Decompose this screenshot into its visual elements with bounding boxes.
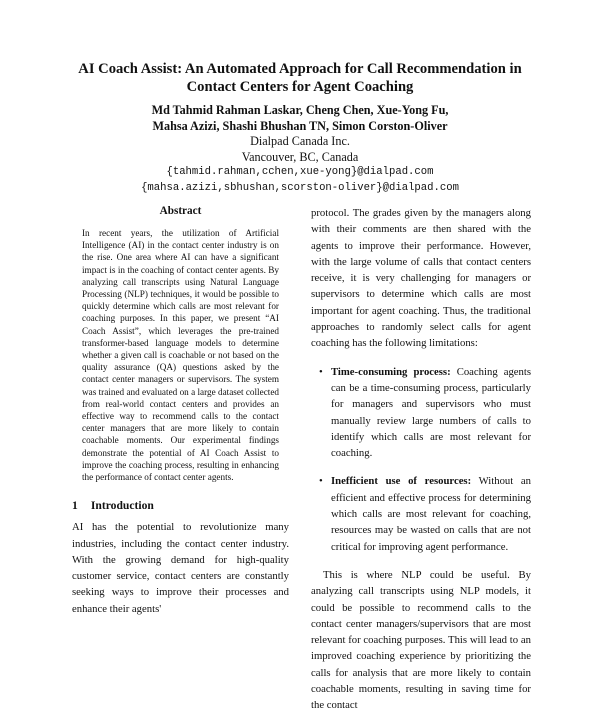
right-paragraph-1: protocol. The grades given by the managers along with their comments are then shared with the agents to improve their performance. However, with the large volume of calls that contact centers receive, it is very challenging for managers or supervisors to determine which calls are most important for agent coaching. Thus, the traditional approaches to randomly select calls for agent coaching has the following limitations: [311, 207, 531, 350]
section-heading-introduction [72, 499, 289, 512]
location: Vancouver, BC, Canada [241, 149, 359, 164]
list-item [311, 473, 531, 554]
list-item [311, 364, 531, 462]
limitation-text: Without an efficient and effective process for determining which calls are most relevant for coaching, resources may be wasted on calls that are not critical for improving agent performance. [331, 475, 531, 553]
abstract-heading: Abstract [159, 205, 202, 217]
author-block [60, 103, 540, 196]
authors-line-2: Mahsa Azizi, Shashi Bhushan TN, Simon Corston-Oliver [152, 118, 448, 133]
authors-line-1: Md Tahmid Rahman Laskar, Cheng Chen, Xue-Yong Fu, [151, 103, 449, 117]
limitation-term: Time-consuming process: [331, 365, 451, 378]
bullet-icon: • [319, 365, 323, 378]
limitation-term: Inefficient use of resources: [331, 475, 472, 488]
right-paragraph-2: This is where NLP could be useful. By analyzing call transcripts using NLP models, it could be possible to recommend calls to the contact center managers/supervisors that are most relevant for coaching purposes. This will lead to an improved coaching experience by prioritizing the calls for analysis that are more likely to contain coachable moments, resulting in saving time for the contact [311, 568, 531, 712]
section-title: Introduction [90, 499, 154, 513]
left-column [72, 205, 289, 617]
section-number: 1 [72, 499, 78, 513]
right-column [311, 205, 531, 714]
bullet-icon: • [319, 475, 323, 488]
affiliation: Dialpad Canada Inc. [250, 134, 350, 148]
abstract-text: In recent years, the utilization of Artificial Intelligence (AI) in the contact center industry is on the rise. One area where AI can have a significant impact is in the coaching of contact center agents. By analyzing call transcripts using Natural Language Processing (NLP) techniques, it would be possible to quickly determine which calls are most relevant for coaching purposes. In this paper, we present “AI Coach Assist”, which leverages the pre-trained transformer-based language models to determine whether a given call is coachable or not based on the quality assurance (QA) questions asked by the contact center managers or supervisors. The system was trained and evaluated on a large dataset collected from real-world contact centers and provides an effective way to recommend calls to the contact center managers that are more likely to contain coachable moments. Our experimental findings demonstrate the potential of AI Coach Assist to improve the coaching process, resulting in enhancing the performance of contact center agents. [82, 228, 279, 483]
email-line-2: {mahsa.azizi,sbhushan,scorston-oliver}@dialpad.com [141, 181, 459, 194]
paper-title: AI Coach Assist: An Automated Approach for Call Recommendation in Contact Centers for Agent Coaching [78, 61, 522, 95]
limitations-list [311, 364, 531, 555]
introduction-paragraph: AI has the potential to revolutionize many industries, including the contact center industry. With the growing demand for high-quality customer service, contact centers are constantly seeking ways to improve their processes and enhance their agents' [72, 521, 289, 615]
limitation-text: Coaching agents can be a time-consuming process, particularly for managers and supervisors who must manually review large numbers of calls to identify which calls are most relevant for coaching. [331, 365, 532, 460]
email-line-1: {tahmid.rahman,cchen,xue-yong}@dialpad.com [166, 166, 434, 178]
